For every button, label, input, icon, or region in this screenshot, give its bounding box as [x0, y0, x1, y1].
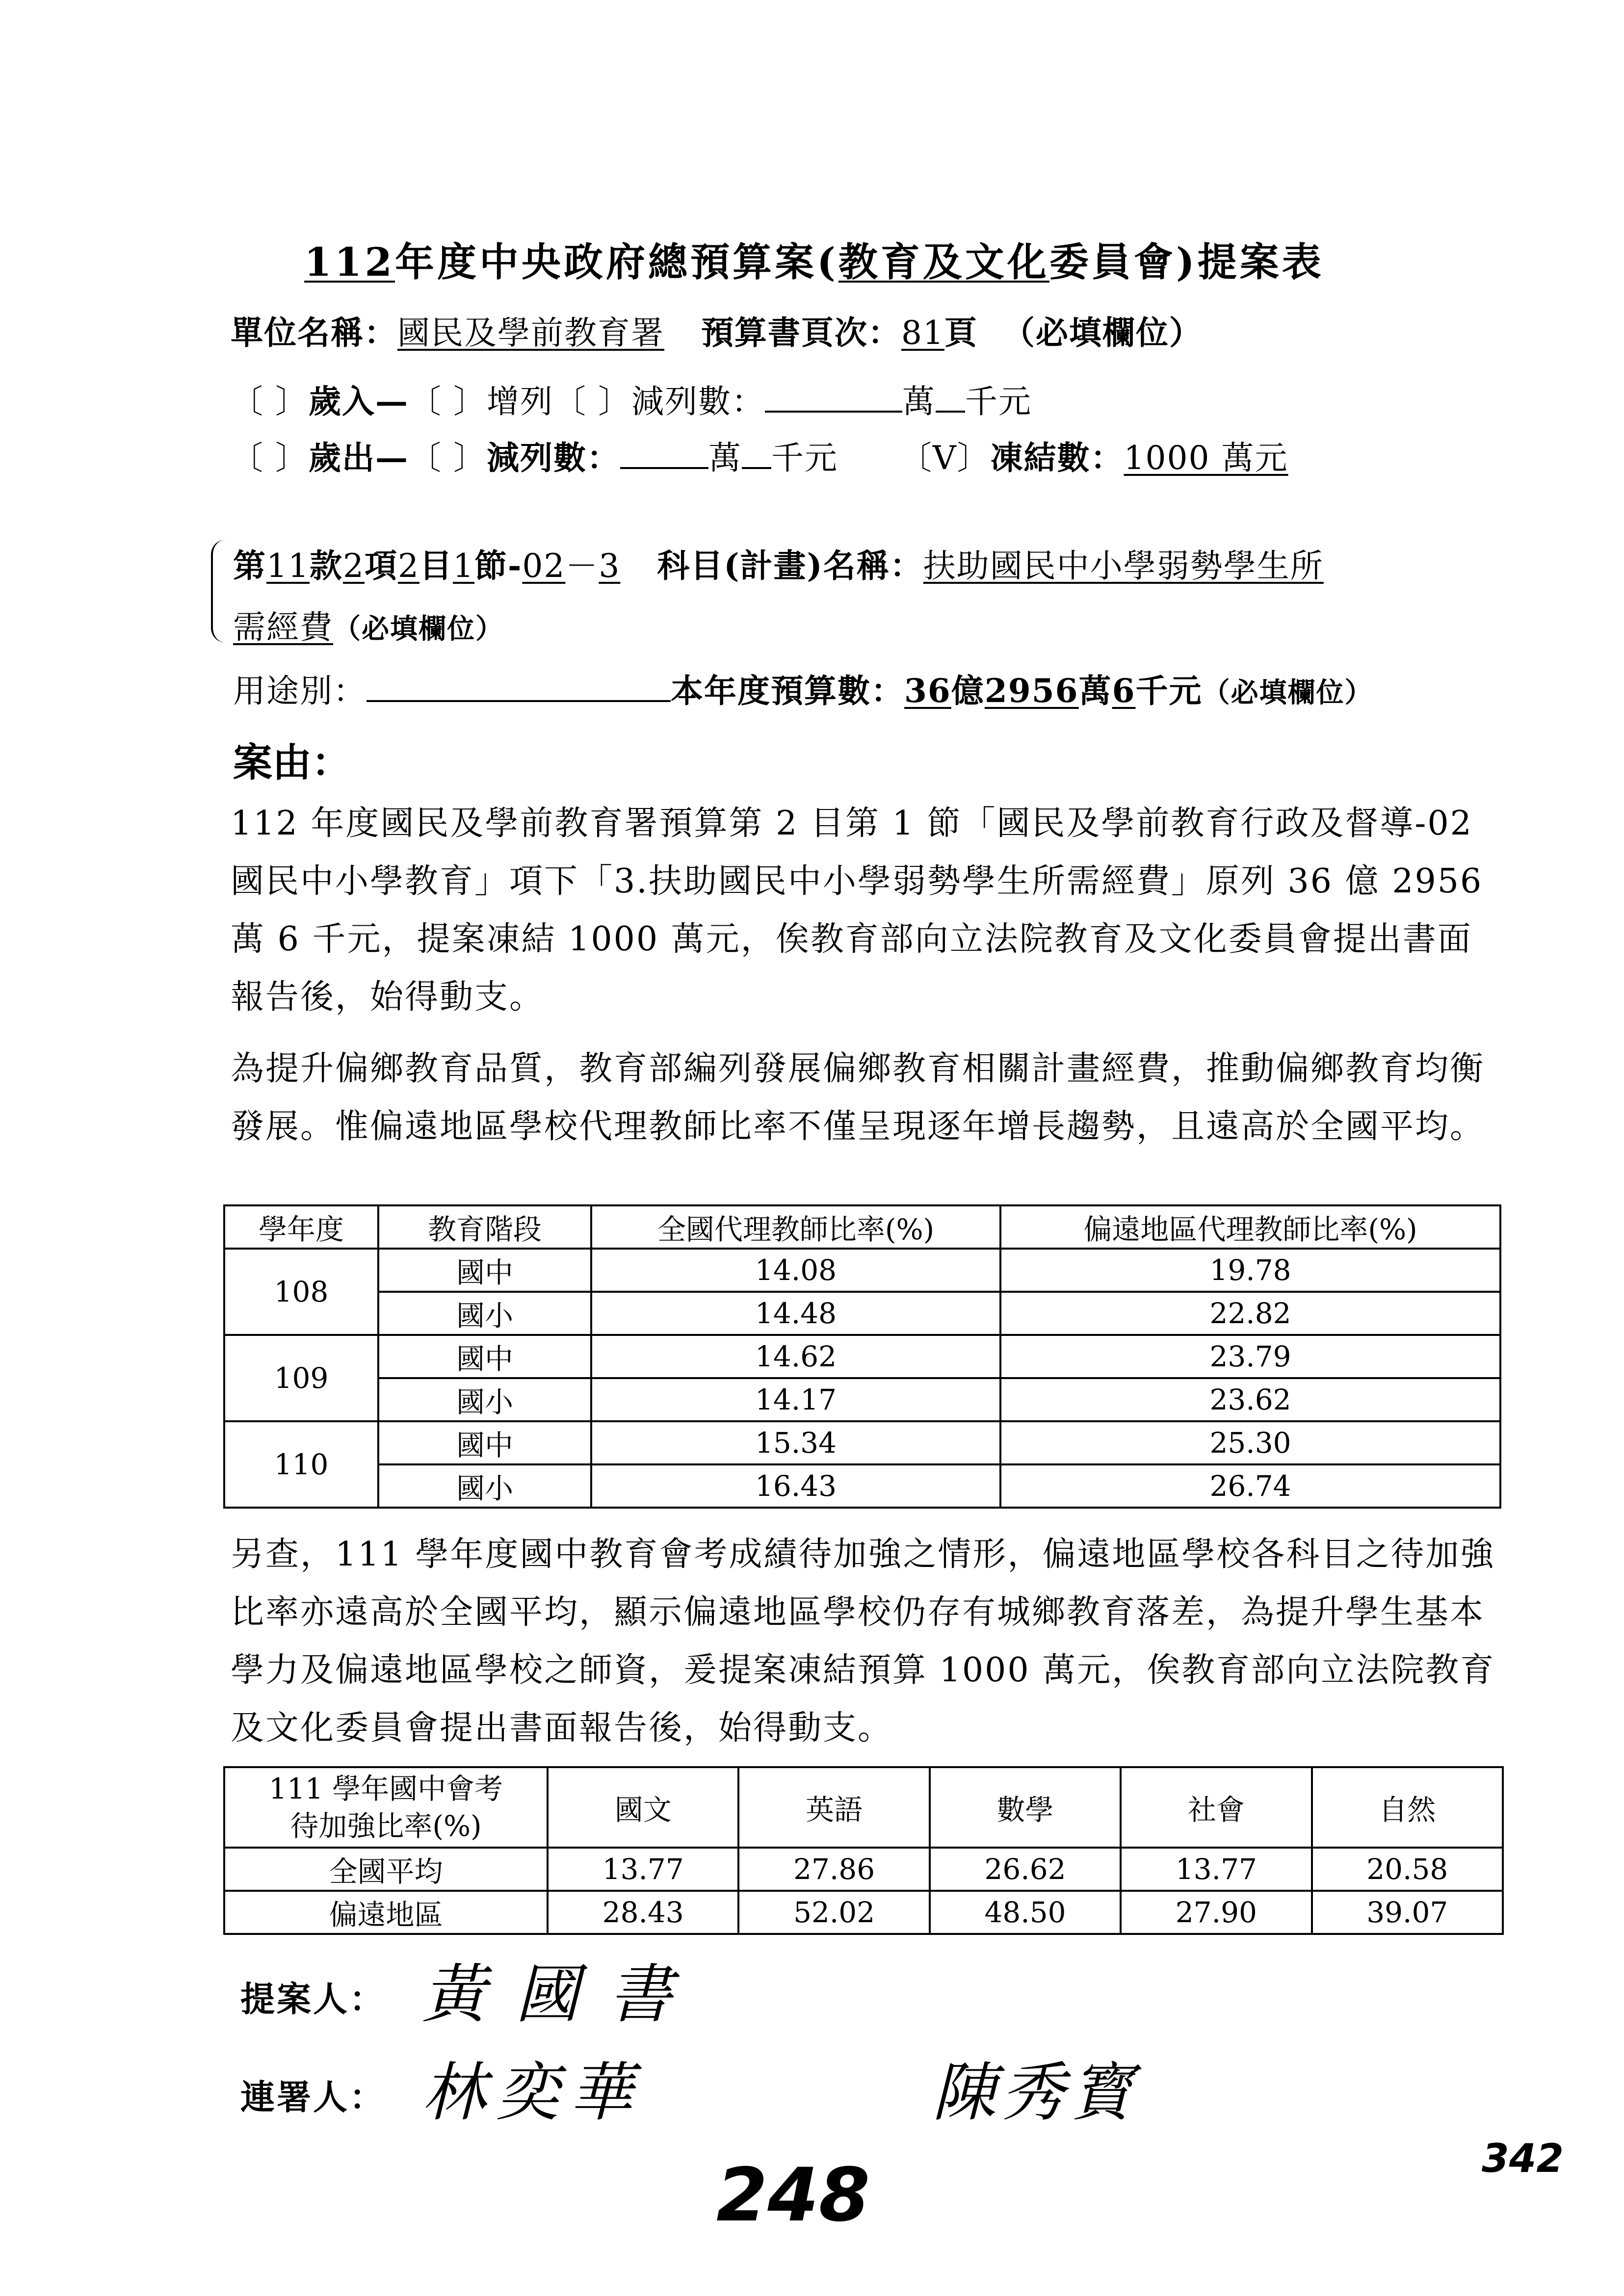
- checkbox-expense[interactable]: 〔 〕: [231, 439, 309, 477]
- remote-cell: 26.74: [1000, 1464, 1500, 1508]
- yi-label: 億: [951, 672, 985, 710]
- proposer-label: 提案人：: [240, 1979, 386, 2019]
- expense-wan-label: 萬: [708, 439, 742, 477]
- national-cell: 14.48: [591, 1292, 1000, 1335]
- qian-blank[interactable]: [936, 382, 965, 413]
- qian-label-2: 千元: [1135, 672, 1203, 710]
- required-note: （必填欄位）: [1002, 313, 1203, 352]
- item-brace: [211, 540, 228, 643]
- table-row: [224, 1848, 1503, 1891]
- revenue-line: [231, 375, 1032, 422]
- exam-rate-table: [223, 1766, 1504, 1935]
- reason-heading: 案由：: [233, 739, 351, 785]
- code2-value: 3: [599, 547, 621, 585]
- title-end: 委員會)提案表: [1049, 239, 1324, 285]
- mu-label: 目: [419, 547, 453, 585]
- freeze-label: 凍結數：: [990, 439, 1124, 477]
- wan-blank[interactable]: [765, 382, 902, 413]
- document-title: [304, 231, 1324, 287]
- expense-qian-label: 千元: [771, 439, 838, 477]
- use-label: 用途別：: [233, 672, 367, 710]
- national-cell: 14.17: [591, 1378, 1000, 1421]
- title-year: 112: [304, 239, 395, 285]
- checkbox-freeze[interactable]: 〔V〕: [899, 439, 991, 477]
- unit-line: [231, 307, 1203, 353]
- year-cell: 108: [224, 1249, 378, 1335]
- xiang-value: 2: [342, 547, 365, 585]
- checkbox-increase[interactable]: 〔 〕: [408, 383, 487, 420]
- value-cell: 52.02: [738, 1891, 929, 1934]
- header-cell: 偏遠地區代理教師比率(%): [1000, 1205, 1500, 1249]
- stage-cell: 國小: [378, 1378, 591, 1421]
- unit-value: 國民及學前教育署: [397, 314, 664, 352]
- remote-cell: 23.62: [1000, 1378, 1500, 1421]
- subject-header: 數學: [930, 1767, 1121, 1848]
- value-cell: 13.77: [1121, 1848, 1311, 1891]
- value-cell: 28.43: [548, 1891, 738, 1934]
- table-row: [224, 1421, 1500, 1464]
- table-row: [224, 1464, 1500, 1508]
- yi-value: 36: [904, 672, 951, 710]
- subject-label: 科目(計畫)名稱：: [657, 547, 923, 585]
- di-label: 第: [233, 547, 266, 585]
- mu-value: 2: [397, 547, 419, 585]
- proposer-signature: 黃國書: [422, 1957, 702, 2032]
- remote-cell: 25.30: [1000, 1421, 1500, 1464]
- xiang-label: 項: [364, 547, 398, 585]
- page-value: 81: [901, 314, 944, 352]
- item-line: [233, 540, 1324, 586]
- header-cell: 全國代理教師比率(%): [591, 1205, 1000, 1249]
- national-cell: 15.34: [591, 1421, 1000, 1464]
- kuan-value: 11: [266, 547, 310, 585]
- increase-label: 增列: [486, 383, 553, 420]
- item-line-2: [233, 601, 504, 648]
- value-cell: 26.62: [930, 1848, 1121, 1891]
- table-row: [224, 1378, 1500, 1421]
- substitute-teacher-table: [223, 1204, 1501, 1509]
- value-cell: 20.58: [1312, 1848, 1503, 1891]
- table-row: [224, 1335, 1500, 1378]
- subject-header: 自然: [1312, 1767, 1503, 1848]
- subject-header: 英語: [738, 1767, 929, 1848]
- table-row: [224, 1891, 1503, 1934]
- page-label: 預算書頁次：: [701, 313, 901, 352]
- stage-cell: 國中: [378, 1421, 591, 1464]
- subject-header: 社會: [1121, 1767, 1311, 1848]
- remote-cell: 22.82: [1000, 1292, 1500, 1335]
- item-required: （必填欄位）: [333, 613, 504, 645]
- expense-label: 歲出—: [308, 439, 409, 477]
- expense-line: [231, 432, 1288, 478]
- value-cell: 39.07: [1312, 1891, 1503, 1934]
- corner-line-1: 111 學年國中會考: [268, 1772, 503, 1805]
- national-cell: 16.43: [591, 1464, 1000, 1508]
- subject-value-1: 扶助國民中小學弱勢學生所: [923, 547, 1324, 585]
- corner-header: [224, 1767, 548, 1848]
- national-cell: 14.08: [591, 1249, 1000, 1292]
- checkbox-expense-decrease[interactable]: 〔 〕: [408, 439, 487, 477]
- budget-label: 本年度預算數：: [671, 672, 904, 710]
- value-cell: 27.86: [738, 1848, 929, 1891]
- table-header-row: [224, 1767, 1503, 1848]
- value-cell: 13.77: [548, 1848, 738, 1891]
- national-cell: 14.62: [591, 1335, 1000, 1378]
- corner-line-2: 待加強比率(%): [290, 1809, 482, 1843]
- row-label: 偏遠地區: [224, 1891, 548, 1934]
- wan-value: 2956: [984, 672, 1079, 710]
- value-cell: 27.90: [1121, 1891, 1311, 1934]
- jie-label: 節-: [474, 547, 523, 585]
- qian-value: 6: [1112, 672, 1136, 710]
- value-cell: 48.50: [930, 1891, 1121, 1934]
- checkbox-revenue[interactable]: 〔 〕: [231, 383, 309, 420]
- header-cell: 教育階段: [378, 1205, 591, 1249]
- jie-value: 1: [452, 547, 474, 585]
- table-header-row: [224, 1205, 1500, 1249]
- table-row: [224, 1249, 1500, 1292]
- stage-cell: 國中: [378, 1249, 591, 1292]
- kuan-label: 款: [309, 547, 343, 585]
- cosigner-signature-1: 林奕華: [422, 2055, 643, 2130]
- page-mark: 342: [1482, 2136, 1564, 2181]
- page-suffix: 頁: [944, 313, 978, 352]
- qian-label: 千元: [965, 383, 1032, 420]
- revenue-label: 歲入—: [308, 382, 409, 420]
- use-blank[interactable]: [367, 672, 671, 702]
- wan-label: 萬: [902, 383, 936, 420]
- subject-value-2: 需經費: [233, 608, 333, 646]
- subject-header: 國文: [548, 1767, 738, 1848]
- paragraph-3: 另查，111 學年度國中教育會考成績待加強之情形，偏遠地區學校各科目之待加強比率亦遠高於全國平均，顯示偏遠地區學校仍存有城鄉教育落差，為提升學生基本學力及偏遠地區學校之師資，爰提案凍結預算 1000 萬元，俟教育部向立法院教育及文化委員會提出書面報告後，始得動支。: [231, 1535, 1495, 1748]
- handwritten-number: 248: [716, 2153, 870, 2238]
- expense-decrease-label: 減列數：: [486, 439, 620, 477]
- title-mid: 年度中央政府總預算案(: [395, 239, 838, 285]
- expense-wan-blank[interactable]: [620, 439, 708, 469]
- code-dash: －: [565, 547, 599, 585]
- stage-cell: 國小: [378, 1464, 591, 1508]
- use-line: [233, 665, 1373, 711]
- stage-cell: 國小: [378, 1292, 591, 1335]
- stage-cell: 國中: [378, 1335, 591, 1378]
- year-cell: 109: [224, 1335, 378, 1421]
- table-row: [224, 1292, 1500, 1335]
- remote-cell: 19.78: [1000, 1249, 1500, 1292]
- freeze-value: 1000 萬元: [1124, 439, 1288, 477]
- header-cell: 學年度: [224, 1205, 378, 1249]
- unit-label: 單位名稱：: [231, 313, 397, 352]
- paragraph-1: 112 年度國民及學前教育署預算第 2 目第 1 節「國民及學前教育行政及督導-02 國民中小學教育」項下「3.扶助國民中小學弱勢學生所需經費」原列 36 億 2956 萬 6 千元，提案凍結 1000 萬元，俟教育部向立法院教育及文化委員會提出書面報告後，始得動支。: [231, 804, 1483, 1017]
- use-required: （必填欄位）: [1202, 677, 1373, 709]
- code1-value: 02: [522, 547, 566, 585]
- cosigner-label: 連署人：: [240, 2077, 386, 2117]
- year-cell: 110: [224, 1421, 378, 1508]
- title-committee: 教育及文化: [838, 239, 1049, 285]
- cosigner-signature-2: 陳秀寳: [932, 2055, 1139, 2130]
- remote-cell: 23.79: [1000, 1335, 1500, 1378]
- decrease-label: 減列數：: [631, 383, 765, 420]
- wan-label-2: 萬: [1078, 672, 1112, 710]
- row-label: 全國平均: [224, 1848, 548, 1891]
- paragraph-2: 為提升偏鄉教育品質，教育部編列發展偏鄉教育相關計畫經費，推動偏鄉教育均衡發展。惟偏遠地區學校代理教師比率不僅呈現逐年增長趨勢，且遠高於全國平均。: [231, 1049, 1485, 1146]
- expense-qian-blank[interactable]: [742, 439, 771, 469]
- checkbox-decrease[interactable]: 〔 〕: [553, 383, 631, 420]
